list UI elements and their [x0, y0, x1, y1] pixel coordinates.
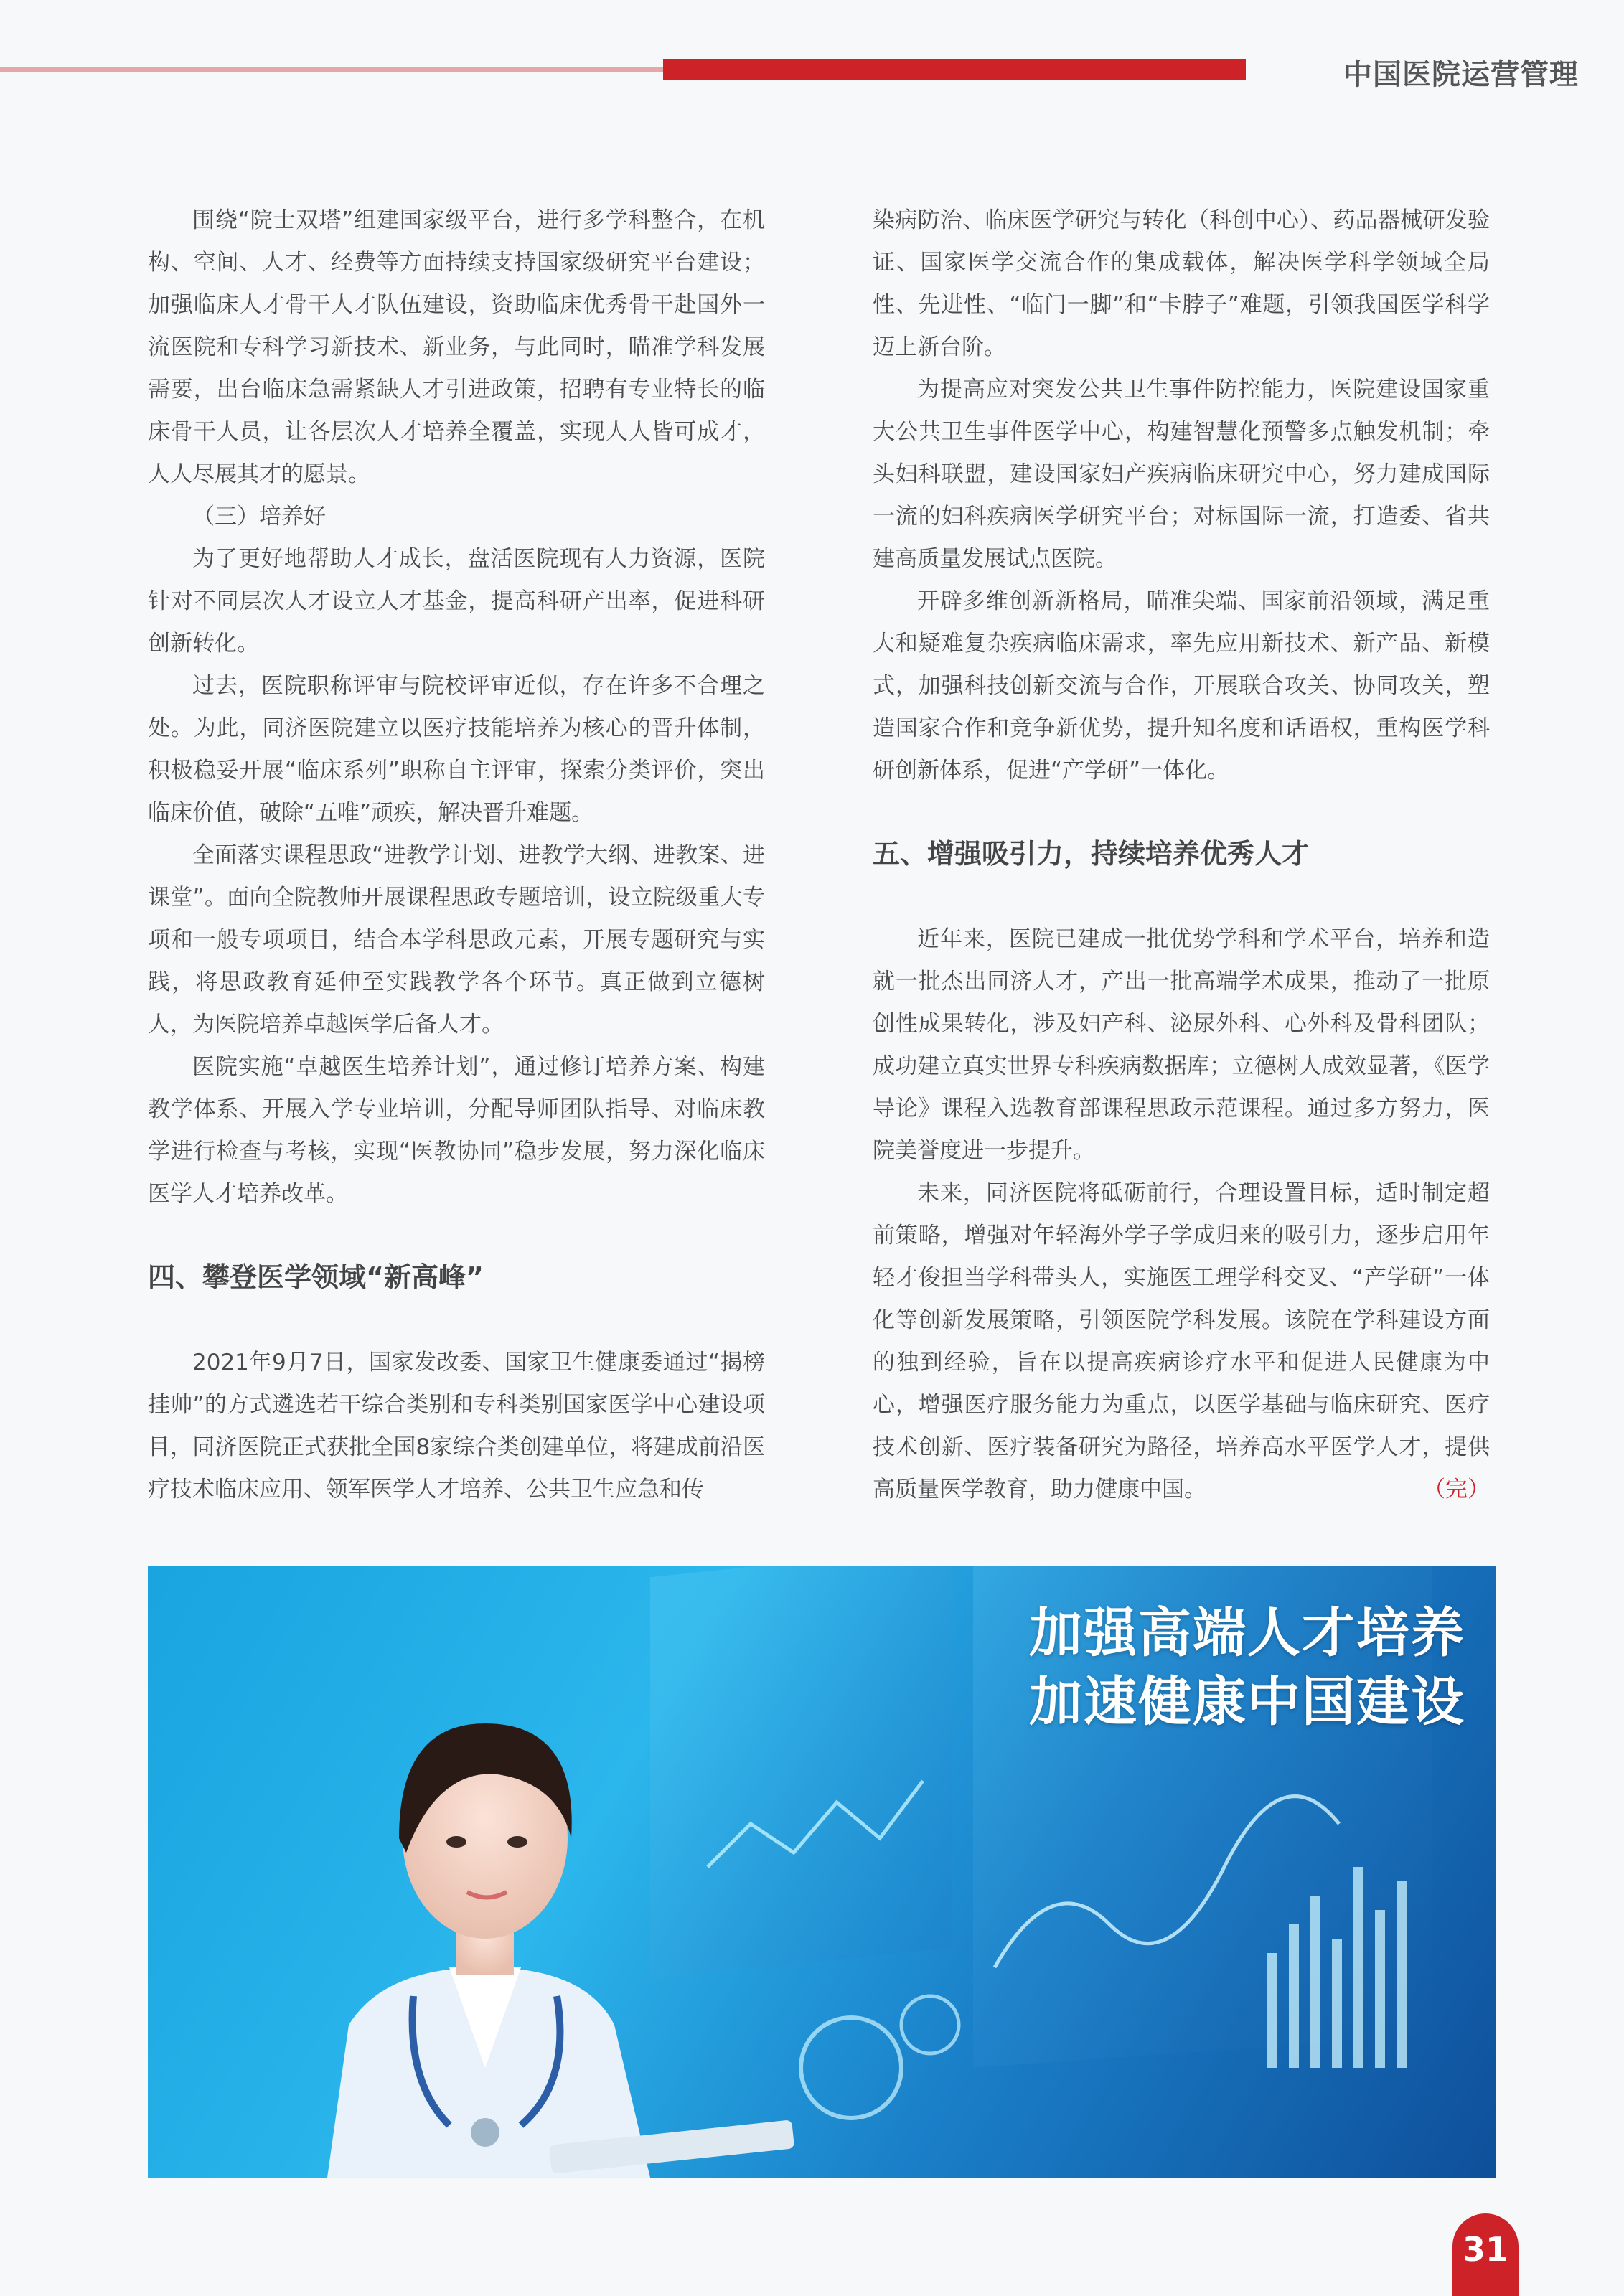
journal-title: 中国医院运营管理: [1343, 58, 1579, 91]
section-heading-5: 五、增强吸引力，持续培养优秀人才: [873, 838, 1310, 870]
subheading: （三）培养好: [192, 504, 326, 530]
paragraph-text: 未来，同济医院将砥砺前行，合理设置目标，适时制定超前策略，增强对年轻海外学子学成归来的吸引力，逐步启用年轻才俊担当学科带头人，实施医工理学科交叉、“产学研”一体化等创新发展策略，引领医院学科发展。该院在学科建设方面的独到经验，旨在以提高疾病诊疗水平和促进人民健康为中心，增强医疗服务能力为重点，以医学基础与临床研究、医疗技术创新、医疗装备研究为路径，培养高水平医学人才，提供高质量医学教育，助力健康中国。: [873, 1180, 1490, 1502]
paragraph: 2021年9月7日，国家发改委、国家卫生健康委通过“揭榜挂帅”的方式遴选若干综合类别和专科类别国家医学中心建设项目，同济医院正式获批全国8家综合类创建单位，将建成前沿医疗技术临床应用、领军医学人才培养、公共卫生应急和传: [148, 1350, 765, 1502]
end-mark: （完）: [1423, 1477, 1490, 1502]
paragraph: 全面落实课程思政“进教学计划、进教学大纲、进教案、进课堂”。面向全院教师开展课程思政专题培训，设立院级重大专项和一般专项项目，结合本学科思政元素，开展专题研究与实践，将思政教育延伸至实践教学各个环节。真正做到立德树人，为医院培养卓越医学后备人才。: [148, 842, 765, 1038]
paragraph: 为了更好地帮助人才成长，盘活医院现有人力资源，医院针对不同层次人才设立人才基金，提高科研产出率，促进科研创新转化。: [148, 546, 765, 657]
right-column: [873, 199, 1490, 1511]
paragraph: 围绕“院士双塔”组建国家级平台，进行多学科整合，在机构、空间、人才、经费等方面持续支持国家级研究平台建设；加强临床人才骨干人才队伍建设，资助临床优秀骨干赴国外一流医院和专科学习新技术、新业务，与此同时，瞄准学科发展需要，出台临床急需紧缺人才引进政策，招聘有专业特长的临床骨干人员，让各层次人才培养全覆盖，实现人人皆可成才，人人尽展其才的愿景。: [148, 207, 765, 487]
banner-line-1: 加强高端人才培养: [1029, 1602, 1465, 1664]
banner-image: [148, 1566, 1496, 2178]
banner-caption: [1029, 1599, 1465, 1736]
header-rule-thin: [0, 67, 667, 72]
page-number: 31: [1452, 2213, 1519, 2296]
paragraph: 医院实施“卓越医生培养计划”，通过修订培养方案、构建教学体系、开展入学专业培训，分配导师团队指导、对临床教学进行检查与考核，实现“医教协同”稳步发展，努力深化临床医学人才培养改革。: [148, 1054, 765, 1207]
banner-line-2: 加速健康中国建设: [1029, 1671, 1465, 1733]
paragraph: 过去，医院职称评审与院校评审近似，存在许多不合理之处。为此，同济医院建立以医疗技能培养为核心的晋升体制，积极稳妥开展“临床系列”职称自主评审，探索分类评价，突出临床价值，破除“五唯”顽疾，解决晋升难题。: [148, 673, 765, 826]
section-heading-4: 四、攀登医学领域“新高峰”: [148, 1261, 484, 1293]
left-column: [148, 199, 765, 1511]
paragraph: 为提高应对突发公共卫生事件防控能力，医院建设国家重大公共卫生事件医学中心，构建智慧化预警多点触发机制；牵头妇科联盟，建设国家妇产疾病临床研究中心，努力建成国际一流的妇科疾病医学研究平台；对标国际一流，打造委、省共建高质量发展试点医院。: [873, 377, 1490, 572]
paragraph: 近年来，医院已建成一批优势学科和学术平台，培养和造就一批杰出同济人才，产出一批高端学术成果，推动了一批原创性成果转化，涉及妇产科、泌尿外科、心外科及骨科团队；成功建立真实世界专科疾病数据库；立德树人成效显著，《医学导论》课程入选教育部课程思政示范课程。通过多方努力，医院美誉度进一步提升。: [873, 926, 1490, 1164]
paragraph: [873, 1172, 1490, 1511]
paragraph: 开辟多维创新新格局，瞄准尖端、国家前沿领域，满足重大和疑难复杂疾病临床需求，率先应用新技术、新产品、新模式，加强科技创新交流与合作，开展联合攻关、协同攻关，塑造国家合作和竞争新优势，提升知名度和话语权，重构医学科研创新体系，促进“产学研”一体化。: [873, 588, 1490, 784]
paragraph: 染病防治、临床医学研究与转化（科创中心）、药品器械研发验证、国家医学交流合作的集成载体，解决医学科学领域全局性、先进性、“临门一脚”和“卡脖子”难题，引领我国医学科学迈上新台阶。: [873, 207, 1490, 360]
header-rule-accent: [663, 59, 1246, 80]
